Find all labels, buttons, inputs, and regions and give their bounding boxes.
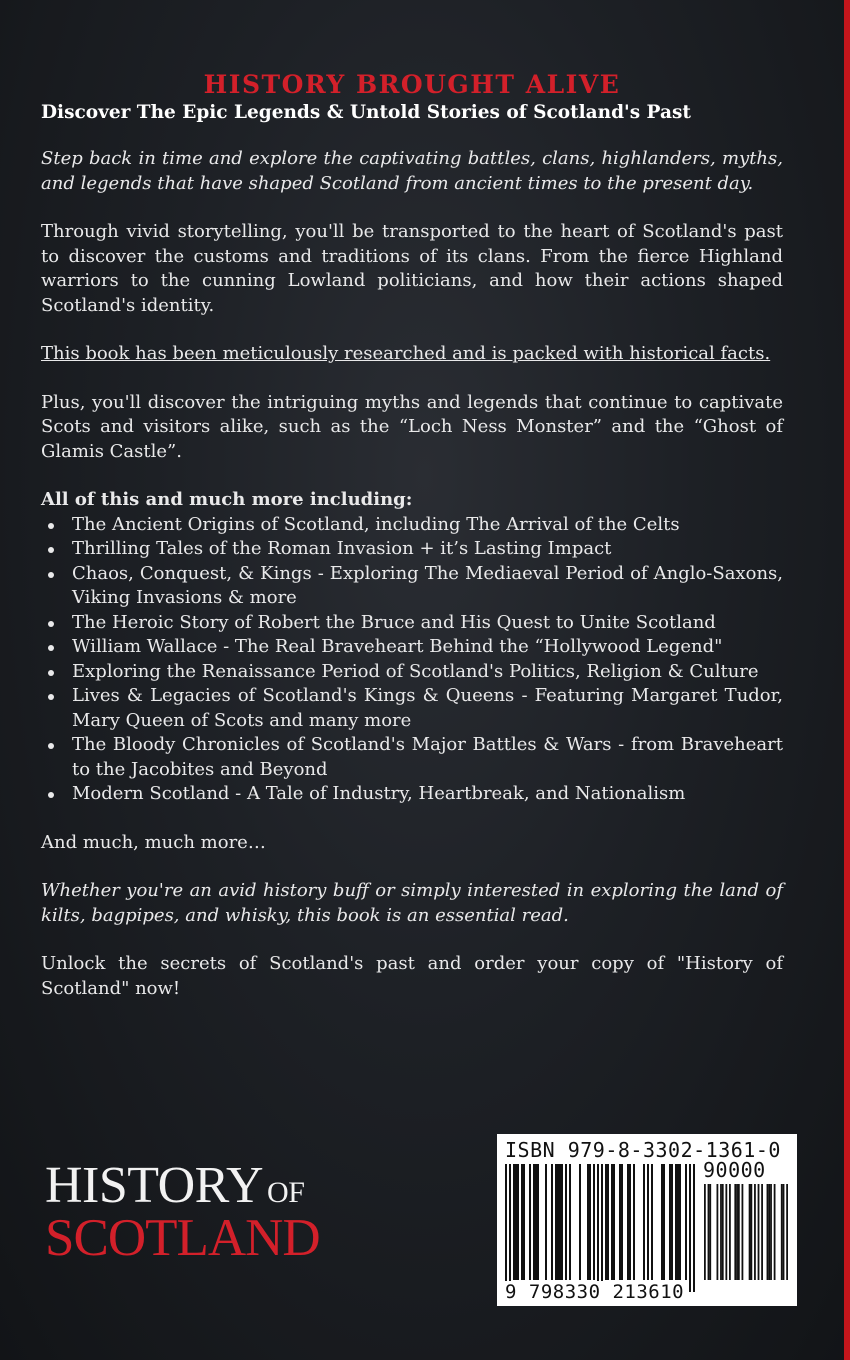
myths-paragraph: Plus, you'll discover the intriguing myths and legends that continue to captivate Scots and visitors alike, such as the “Loch Ness Monster” and the “Ghost of Glamis Castle”. bbox=[41, 391, 783, 462]
feature-item: The Heroic Story of Robert the Bruce and His Quest to Unite Scotland bbox=[41, 611, 783, 636]
barcode-bar bbox=[607, 1164, 609, 1280]
history-of-scotland-logo bbox=[45, 1158, 365, 1268]
barcode-bar bbox=[589, 1164, 591, 1280]
barcode-bar bbox=[535, 1164, 537, 1280]
barcode-bar bbox=[627, 1164, 629, 1280]
barcode-bar bbox=[579, 1164, 581, 1280]
barcode-bar bbox=[679, 1164, 681, 1280]
barcode-bar bbox=[647, 1164, 649, 1280]
addon-bar bbox=[774, 1184, 776, 1280]
addon-bar bbox=[750, 1184, 752, 1280]
addon-bar bbox=[717, 1184, 719, 1280]
logo-of-word: OF bbox=[267, 1176, 305, 1209]
barcode-bar bbox=[685, 1164, 687, 1280]
addon-barcode-bars bbox=[704, 1184, 788, 1280]
barcode-bar bbox=[611, 1164, 613, 1280]
feature-item: The Ancient Origins of Scotland, including The Arrival of the Celts bbox=[41, 513, 783, 538]
logo-history-word: HISTORY bbox=[45, 1157, 264, 1214]
unlock-paragraph: Unlock the secrets of Scotland's past and order your copy of "History of Scotland" now! bbox=[41, 953, 783, 999]
addon-bar bbox=[767, 1184, 769, 1280]
barcode-bar bbox=[669, 1164, 671, 1280]
feature-item: Modern Scotland - A Tale of Industry, Heartbreak, and Nationalism bbox=[41, 782, 783, 807]
feature-item: Thrilling Tales of the Roman Invasion + it’s Lasting Impact bbox=[41, 537, 783, 562]
barcode-bar bbox=[601, 1164, 603, 1292]
barcode-bar bbox=[689, 1164, 691, 1292]
addon-bar bbox=[761, 1184, 763, 1280]
barcode-bar bbox=[593, 1164, 595, 1280]
logo-scotland-word: SCOTLAND bbox=[45, 1209, 320, 1267]
addon-bar bbox=[742, 1184, 744, 1280]
whether-paragraph: Whether you're an avid history buff or simply interested in exploring the land of kilts, bagpipes, and whisky, this book is an essential read. bbox=[41, 880, 783, 926]
addon-bar bbox=[725, 1184, 727, 1280]
much-more-paragraph: And much, much more… bbox=[41, 831, 266, 853]
barcode-bar bbox=[619, 1164, 621, 1280]
barcode-bar bbox=[643, 1164, 645, 1280]
addon-bar bbox=[758, 1184, 760, 1280]
addon-bar bbox=[729, 1184, 731, 1280]
feature-item: Chaos, Conquest, & Kings - Exploring The Mediaeval Period of Anglo-Saxons, Viking Invasions & more bbox=[41, 562, 783, 611]
subheadline: Discover The Epic Legends & Untold Stories of Scotland's Past bbox=[41, 102, 691, 123]
barcode-bar bbox=[517, 1164, 519, 1280]
barcode-bar bbox=[613, 1164, 615, 1280]
addon-bar bbox=[754, 1184, 756, 1280]
isbn-barcode bbox=[497, 1134, 797, 1306]
barcode-bar bbox=[661, 1164, 663, 1280]
ean-digits: 9 798330 213610 bbox=[505, 1281, 685, 1303]
barcode-bar bbox=[675, 1164, 677, 1280]
addon-bar bbox=[738, 1184, 740, 1280]
feature-item: William Wallace - The Real Braveheart Behind the “Hollywood Legend" bbox=[41, 635, 783, 660]
spine-red-edge bbox=[844, 0, 850, 1360]
headline: HISTORY BROUGHT ALIVE bbox=[203, 70, 621, 99]
barcode-bar bbox=[523, 1164, 525, 1280]
barcode-bar bbox=[557, 1164, 559, 1280]
barcode-bar bbox=[529, 1164, 531, 1280]
barcode-bar bbox=[545, 1164, 547, 1280]
addon-bar bbox=[709, 1184, 711, 1280]
addon-bar bbox=[720, 1184, 722, 1280]
barcode-bar bbox=[537, 1164, 539, 1280]
barcode-bar bbox=[663, 1164, 665, 1280]
researched-paragraph bbox=[41, 342, 783, 367]
addon-bar bbox=[770, 1184, 772, 1280]
feature-item: The Bloody Chronicles of Scotland's Major Battles & Wars - from Braveheart to the Jacobites and Beyond bbox=[41, 733, 783, 782]
addon-bar bbox=[781, 1184, 783, 1280]
barcode-bar bbox=[633, 1164, 635, 1280]
barcode-bar bbox=[513, 1164, 515, 1280]
barcode-bar bbox=[671, 1164, 673, 1280]
addon-bar bbox=[708, 1184, 710, 1280]
barcode-bar bbox=[561, 1164, 563, 1280]
barcode-bar bbox=[565, 1164, 567, 1280]
addon-bar bbox=[734, 1184, 736, 1280]
intro-paragraph: Step back in time and explore the captivating battles, clans, highlanders, myths, and legends that have shaped Scotland from ancient times to the present day. bbox=[41, 148, 783, 194]
feature-item: Exploring the Renaissance Period of Scotland's Politics, Religion & Culture bbox=[41, 660, 783, 685]
researched-text: This book has been meticulously researched and is packed with historical facts. bbox=[41, 343, 771, 364]
barcode-bar bbox=[521, 1164, 523, 1280]
barcode-bar bbox=[587, 1164, 589, 1280]
barcode-bar bbox=[597, 1164, 599, 1292]
barcode-bar bbox=[605, 1164, 607, 1280]
feature-list bbox=[41, 513, 783, 807]
addon-bar bbox=[768, 1184, 770, 1280]
addon-bar bbox=[783, 1184, 785, 1280]
addon-bar bbox=[704, 1184, 706, 1280]
barcode-bar bbox=[555, 1164, 557, 1280]
barcode-bar bbox=[629, 1164, 631, 1280]
feature-item: Lives & Legacies of Scotland's Kings & Queens - Featuring Margaret Tudor, Mary Queen of Scots and many more bbox=[41, 684, 783, 733]
barcode-bar bbox=[551, 1164, 553, 1280]
barcode-bar bbox=[569, 1164, 571, 1280]
ean-barcode-bars bbox=[505, 1164, 695, 1292]
addon-bar bbox=[786, 1184, 788, 1280]
addon-bar bbox=[736, 1184, 738, 1280]
barcode-bar bbox=[505, 1164, 507, 1292]
storytelling-paragraph: Through vivid storytelling, you'll be transported to the heart of Scotland's past to discover the customs and traditions of its clans. From the fierce Highland warriors to the cunning Lowland politicians, and how their actions shaped Scotland's identity. bbox=[41, 221, 783, 316]
isbn-label: ISBN 979-8-3302-1361-0 bbox=[505, 1138, 781, 1162]
feature-list-intro: All of this and much more including: bbox=[41, 489, 413, 510]
barcode-bar bbox=[515, 1164, 517, 1280]
addon-bar bbox=[722, 1184, 724, 1280]
barcode-bar bbox=[533, 1164, 535, 1280]
barcode-bar bbox=[693, 1164, 695, 1292]
price-addon-number: 90000 bbox=[703, 1158, 766, 1182]
back-cover-blurb bbox=[41, 70, 783, 1025]
barcode-bar bbox=[559, 1164, 561, 1280]
barcode-bar bbox=[621, 1164, 623, 1280]
barcode-bar bbox=[677, 1164, 679, 1280]
barcode-bar bbox=[509, 1164, 511, 1292]
barcode-bar bbox=[651, 1164, 653, 1280]
addon-bar bbox=[749, 1184, 751, 1280]
